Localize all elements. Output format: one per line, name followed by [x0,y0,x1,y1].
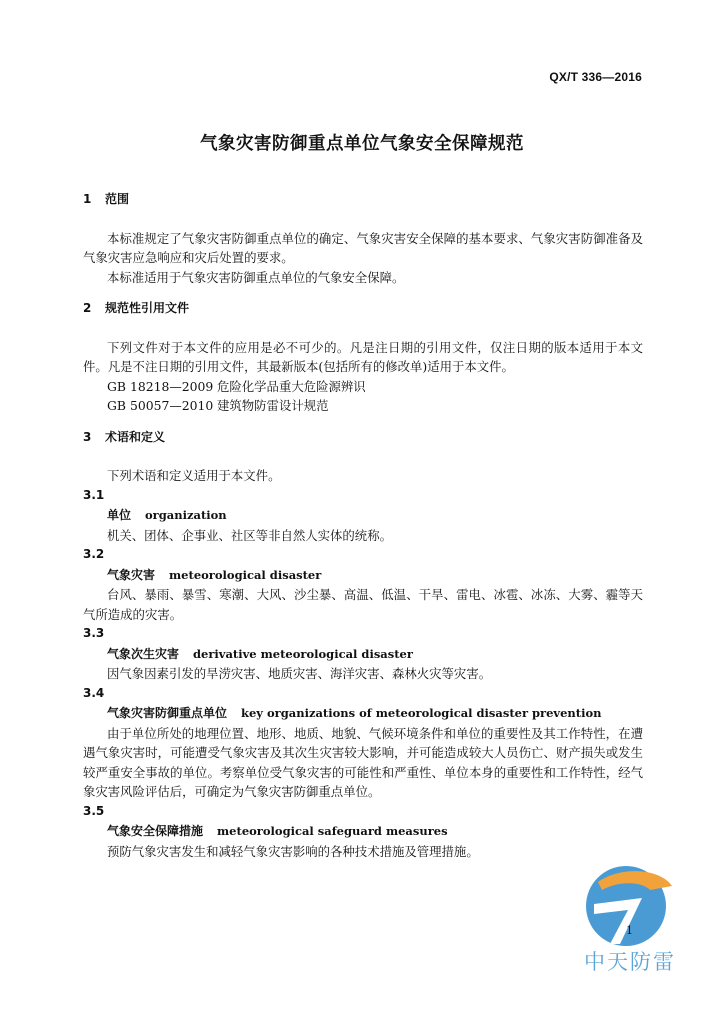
term-entry [83,565,643,586]
term-definition: 预防气象灾害发生和减轻气象灾害影响的各种技术措施及管理措施。 [107,843,479,859]
paragraph: 下列文件对于本文件的应用是必不可少的。凡是注日期的引用文件，仅注日期的版本适用于本文件。凡是不注日期的引用文件，其最新版本(包括所有的修改单)适用于本文件。 [83,339,643,374]
document-title: 气象灾害防御重点单位气象安全保障规范 [200,134,524,154]
section-title: 规范性引用文件 [105,301,190,315]
term-number: 3.2 [83,547,105,561]
term-entry [83,703,643,724]
paragraph: 下列术语和定义适用于本文件。 [107,468,281,483]
term-english: key organizations of meteorological disaster prevention [241,706,602,720]
page-number: 1 [626,924,633,937]
term-number: 3.3 [83,626,105,640]
section-number: 3 [83,429,92,444]
paragraph: 本标准适用于气象灾害防御重点单位的气象安全保障。 [107,269,405,285]
term-number: 3.5 [83,803,105,818]
term-english: meteorological disaster [169,567,322,582]
term-chinese: 气象次生灾害 [107,646,180,661]
term-english: meteorological safeguard measures [217,824,448,838]
reference-code: GB 18218—2009 [107,378,214,394]
term-definition: 台风、暴雨、暴雪、寒潮、大风、沙尘暴、高温、低温、干旱、雷电、冰雹、冰冻、大雾、霾等天气所造成的灾害。 [83,587,643,622]
term-entry [83,821,643,842]
term-entry [83,505,643,526]
section-heading [83,428,643,448]
reference-item [83,396,643,416]
term-entry [83,644,643,665]
paragraph: 本标准规定了气象灾害防御重点单位的确定、气象灾害安全保障的基本要求、气象灾害防御准备及气象灾害应急响应和灾后处置的要求。 [83,230,643,265]
watermark-text: 中天防雷 [584,950,676,974]
term-number: 3.1 [83,487,105,502]
section-title: 术语和定义 [105,429,166,444]
section-heading [83,299,643,319]
term-chinese: 单位 [107,508,132,522]
term-english: organization [145,508,227,522]
section-title: 范围 [105,192,130,206]
reference-item [83,377,643,397]
section-number: 1 [83,192,92,206]
reference-title: 危险化学品重大危险源辨识 [217,378,366,394]
reference-code: GB 50057—2010 [107,398,214,413]
reference-title: 建筑物防雷设计规范 [217,398,329,413]
document-body [83,190,643,861]
term-english: derivative meteorological disaster [193,646,413,661]
term-chinese: 气象安全保障措施 [107,824,204,838]
term-definition: 机关、团体、企事业、社区等非自然人实体的统称。 [107,527,392,543]
section-heading [83,190,643,210]
section-number: 2 [83,301,92,315]
standard-code: QX/T 336—2016 [549,70,642,84]
term-chinese: 气象灾害防御重点单位 [107,706,228,720]
term-number: 3.4 [83,685,105,700]
term-chinese: 气象灾害 [107,567,156,582]
term-definition: 因气象因素引发的旱涝灾害、地质灾害、海洋灾害、森林火灾等灾害。 [107,666,492,681]
term-definition: 由于单位所处的地理位置、地形、地质、地貌、气候环境条件和单位的重要性及其工作特性，在遭遇气象灾害时，可能遭受气象灾害及其次生灾害较大影响，并可能造成较大人员伤亡、财产损失或发生较严重安全事故的单位。考察单位受气象灾害的可能性和严重性、单位本身的重要性和工作特性，经气象灾害风险评估后，可确定为气象灾害防御重点单位。 [83,725,643,799]
